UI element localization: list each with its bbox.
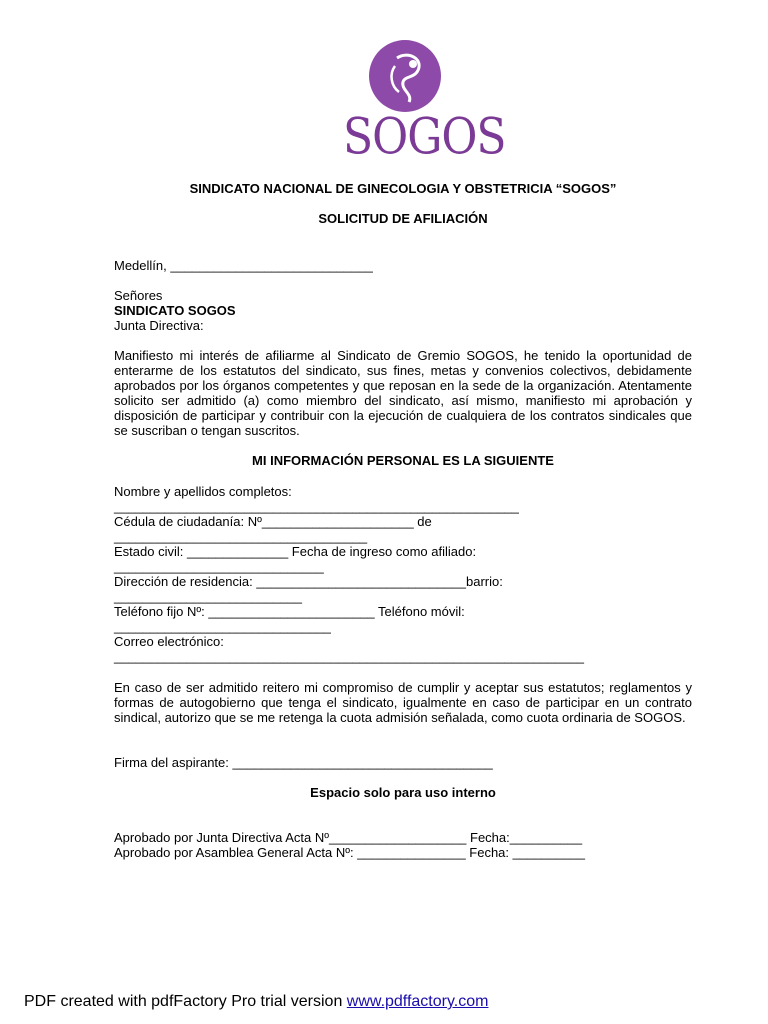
field-full-name-label: Nombre y apellidos completos: [114, 484, 292, 499]
signature-line: Firma del aspirante: ____________________________________ [114, 755, 493, 770]
salutation: Señores [114, 288, 163, 303]
recipient-name: SINDICATO SOGOS [114, 303, 236, 318]
footer-text: PDF created with pdfFactory Pro trial version [24, 993, 347, 1010]
document-subtitle: SOLICITUD DE AFILIACIÓN [318, 211, 488, 226]
footer-link[interactable]: www.pdffactory.com [346, 993, 489, 1010]
approval-assembly-line: Aprobado por Asamblea General Acta Nº: _______________ Fecha: __________ [114, 845, 585, 860]
field-neighborhood-line: __________________________ [114, 589, 302, 604]
logo-text: SOGOS [343, 108, 506, 166]
field-phone: Teléfono fijo Nº: _______________________ Teléfono móvil: [114, 604, 465, 619]
field-civil-status: Estado civil: ______________ Fecha de ingreso como afiliado: [114, 544, 477, 559]
sogos-logo [343, 36, 506, 166]
field-address: Dirección de residencia: _____________________________barrio: [114, 574, 503, 589]
personal-info-heading: MI INFORMACIÓN PERSONAL ES LA SIGUIENTE [252, 453, 554, 468]
document-title: SINDICATO NACIONAL DE GINECOLOGIA Y OBSTETRICIA “SOGOS” [189, 181, 617, 196]
place-date-line: Medellín, ____________________________ [114, 258, 373, 273]
field-full-name-line: ________________________________________________________ [114, 499, 519, 514]
field-join-date-line: _____________________________ [114, 559, 324, 574]
recipient-board: Junta Directiva: [114, 318, 204, 333]
commitment-paragraph: En caso de ser admitido reitero mi compromiso de cumplir y aceptar sus estatutos; reglamentos y formas de autogobierno que tenga el sindicato, igualmente en caso de participar en un contrato sindical, autorizo que se me retenga la cuota admisión señalada, como cuota ordinaria de SOGOS. [114, 680, 692, 725]
field-id-place-line: ___________________________________ [114, 529, 368, 544]
field-mobile-line: ______________________________ [114, 619, 331, 634]
field-id-number: Cédula de ciudadanía: Nº_____________________ de [114, 514, 432, 529]
logo-emblem-icon [343, 36, 463, 116]
field-email-label: Correo electrónico: [114, 634, 224, 649]
internal-use-heading: Espacio solo para uso interno [310, 785, 496, 800]
intro-paragraph: Manifiesto mi interés de afiliarme al Sindicato de Gremio SOGOS, he tenido la oportunidad de enterarme de los estatutos del sindicato, sus fines, metas y convenios colectivos, debidamente aprobados por los órganos competentes y que reposan en la sede de la organización. Atentamente solicito ser admitido (a) como miembro del sindicato, así mismo, manifiesto mi aprobación y disposición de participar y contribuir con la ejecución de cualquiera de los contratos sindicales que se suscriban o tengan suscritos. [114, 348, 692, 438]
field-email-line: _________________________________________________________________ [114, 649, 584, 664]
approval-board-line: Aprobado por Junta Directiva Acta Nº___________________ Fecha:__________ [114, 830, 583, 845]
pdf-footer [24, 992, 488, 1012]
